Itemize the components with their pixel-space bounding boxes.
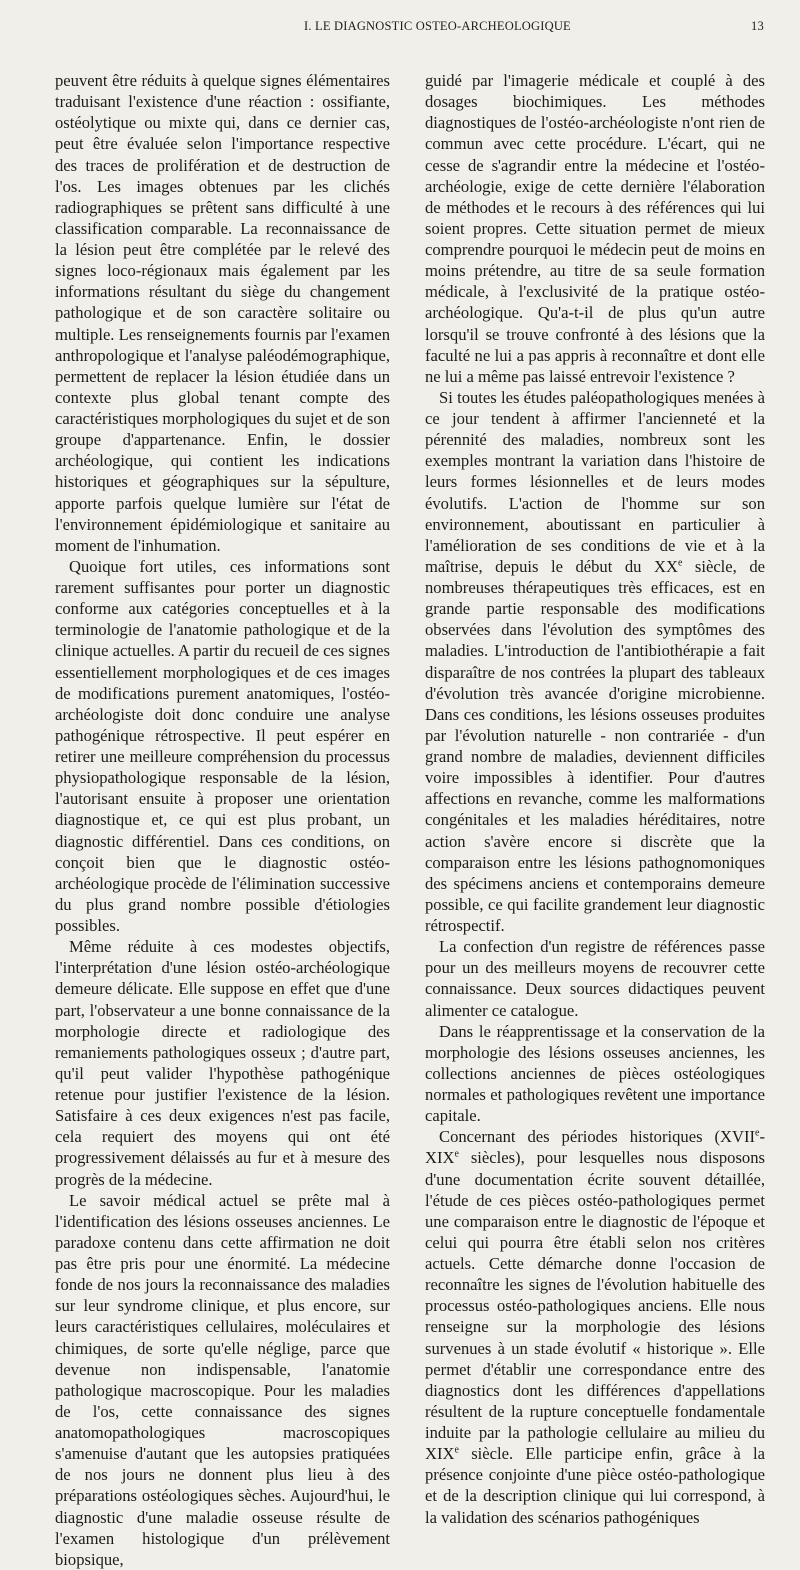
text-run: siècle, de nombreuses thérapeutiques très efficaces, est en grande partie responsable des modifications observées dans l'évolution des symptômes des maladies. L'introduction de l'antibiothérapie a fait disparaître de nos contrées la plupart des tableaux d'évolution très avancée d'origine microbienne. Dans ces conditions, les lésions osseuses produites par l'évolution naturelle - non contrariée - d'un grand nombre de maladies, deviennent difficiles voire impossibles à identifier. Pour d'autres affections en revanche, comme les malformations congénitales et les maladies héréditaires, notre action s'avère encore si discrète que la comparaison entre les lésions pathognomoniques des spécimens anciens et contemporains demeure possible, ce qui facilite grandement leur diagnostic rétrospectif. (425, 556, 765, 935)
superscript: e (454, 1444, 459, 1456)
paragraph: Dans le réapprentissage et la conservation de la morphologie des lésions osseuses anciennes, les collections anciennes de pièces ostéologiques normales et pathologiques revêtent une importance capitale. (425, 1021, 765, 1126)
superscript: e (677, 557, 683, 569)
superscript: e (755, 1127, 760, 1139)
text-run: siècles), pour lesquelles nous disposons d'une documentation écrite souvent détaillée, l'étude de ces pièces ostéo-pathologiques permet une comparaison entre le diagnostic de l'époque et celui qui pourra être établi selon nos critères actuels. Cette démarche donne l'occasion de reconnaître les signes de l'évolution habituelle des processus ostéo-pathologiques anciens. Elle nous renseigne sur la morphologie des lésions survenues à un stade évolutif « historique ». Elle permet d'établir une correspondance entre des diagnostics dont les différences d'appellations résultent de la rupture conceptuelle fondamentale induite par la pathologie cellulaire au milieu du XIX (425, 1148, 765, 1464)
paragraph: guidé par l'imagerie médicale et couplé à des dosages biochimiques. Les méthodes diagnostiques de l'ostéo-archéologiste n'ont rien de commun avec cette procédure. L'écart, qui ne cesse de s'agrandir entre la médecine et l'ostéo-archéologie, exige de cette dernière l'élaboration de méthodes et le recours à des références qui lui soient propres. Cette situation permet de mieux comprendre pourquoi le médecin peut de moins en moins prétendre, au titre de sa seule formation médicale, à l'exclusivité de la pratique ostéo-archéologique. Qu'a-t-il de plus qu'un autre lorsqu'il se trouve confronté à des lésions que la faculté ne lui a pas appris à reconnaître et dont elle ne lui a même pas laissé entrevoir l'existence ? (425, 71, 765, 386)
paragraph: Le savoir médical actuel se prête mal à l'identification des lésions osseuses anciennes. Le paradoxe contenu dans cette affirmation ne doit pas être pris pour une énormité. La médecine fonde de nos jours la reconnaissance des maladies sur leur syndrome clinique, et plus encore, sur leurs caractéristiques cellulaires, moléculaires et chimiques, de sorte qu'elle néglige, parce que devenue non indispensable, l'anatomie pathologique macroscopique. Pour les maladies de l'os, cette connaissance des signes anatomopathologiques macroscopiques s'amenuise d'autant que les autopsies pratiquées de nos jours ne donnent plus lieu à des préparations ostéologiques sèches. Aujourd'hui, le diagnostic d'une maladie osseuse résulte de l'examen histologique d'un prélèvement biopsique, (55, 1190, 390, 1569)
right-column (425, 70, 765, 1528)
page-number: 13 (751, 19, 764, 33)
paragraph (425, 387, 765, 936)
text-run: Si toutes les études paléopathologiques menées à ce jour tendent à affirmer l'ancienneté et la pérennité des maladies, nombreux sont les exemples montrant la variation dans l'histoire de leurs formes lésionnelles et de leurs modes évolutifs. L'action de l'homme sur son environnement, aboutissant en particulier à l'amélioration de ses conditions de vie et à la maîtrise, depuis le début du XX (425, 387, 765, 576)
left-column (55, 70, 390, 1570)
paragraph (425, 1126, 765, 1527)
text-run: -XIX (425, 1127, 765, 1168)
chapter-title: I. LE DIAGNOSTIC OSTEO-ARCHEOLOGIQUE (304, 19, 571, 33)
paragraph: Quoique fort utiles, ces informations sont rarement suffisantes pour porter un diagnostic conforme aux catégories conceptuelles et à la terminologie de l'anatomie pathologique et de la clinique actuelles. A partir du recueil de ces signes essentiellement morphologiques et de ces images de modifications purement anatomiques, l'ostéo-archéologiste doit donc conduire une analyse pathogénique rétrospective. Il peut espérer en retirer une meilleure compréhension du processus physiopathologique responsable de la lésion, l'autorisant ensuite à proposer une orientation diagnostique et, ce qui est plus probant, un diagnostic différentiel. Dans ces conditions, on conçoit bien que le diagnostic ostéo-archéologique procède de l'élimination successive du plus grand nombre possible d'étiologies possibles. (55, 556, 390, 935)
paragraph: La confection d'un registre de références passe pour un des meilleurs moyens de recouvrer cette connaissance. Deux sources didactiques peuvent alimenter ce catalogue. (425, 937, 765, 1020)
running-header (0, 19, 800, 39)
paragraph: Même réduite à ces modestes objectifs, l'interprétation d'une lésion ostéo-archéologique demeure délicate. Elle suppose en effet que d'une part, l'observateur a une bonne connaissance de la morphologie directe et radiologique des remaniements pathologiques osseux ; d'autre part, qu'il peut valider l'hypothèse pathogénique retenue pour justifier l'existence de la lésion. Satisfaire à ces deux exigences n'est pas facile, cela requiert des moyens qui ont été progressivement délaissés au fur et à mesure des progrès de la médecine. (55, 937, 390, 1189)
superscript: e (454, 1148, 459, 1160)
text-run: Concernant des périodes historiques (XVII (439, 1127, 756, 1147)
text-run: siècle. Elle participe enfin, grâce à la présence conjointe d'une pièce ostéo-pathologique et de la description clinique qui lui correspond, à la validation des scénarios pathogéniques (425, 1444, 765, 1527)
paragraph: peuvent être réduits à quelque signes élémentaires traduisant l'existence d'une réaction : ossifiante, ostéolytique ou mixte qui, dans ce dernier cas, peut être évaluée selon l'importance respective des traces de prolifération et de destruction de l'os. Les images obtenues par les clichés radiographiques se prêtent sans difficulté à une classification comparable. La reconnaissance de la lésion peut être complétée par le relevé des signes loco-régionaux mais également par les informations résultant du siège du changement pathologique et de son caractère solitaire ou multiple. Les renseignements fournis par l'examen anthropologique et l'analyse paléodémographique, permettent de replacer la lésion étudiée dans un contexte plus global tenant compte des caractéristiques morphologiques du sujet et de son groupe d'appartenance. Enfin, le dossier archéologique, qui contient les indications historiques et géographiques sur la sépulture, apporte parfois quelque lumière sur l'état de l'environnement épidémiologique et sanitaire au moment de l'inhumation. (55, 71, 390, 555)
